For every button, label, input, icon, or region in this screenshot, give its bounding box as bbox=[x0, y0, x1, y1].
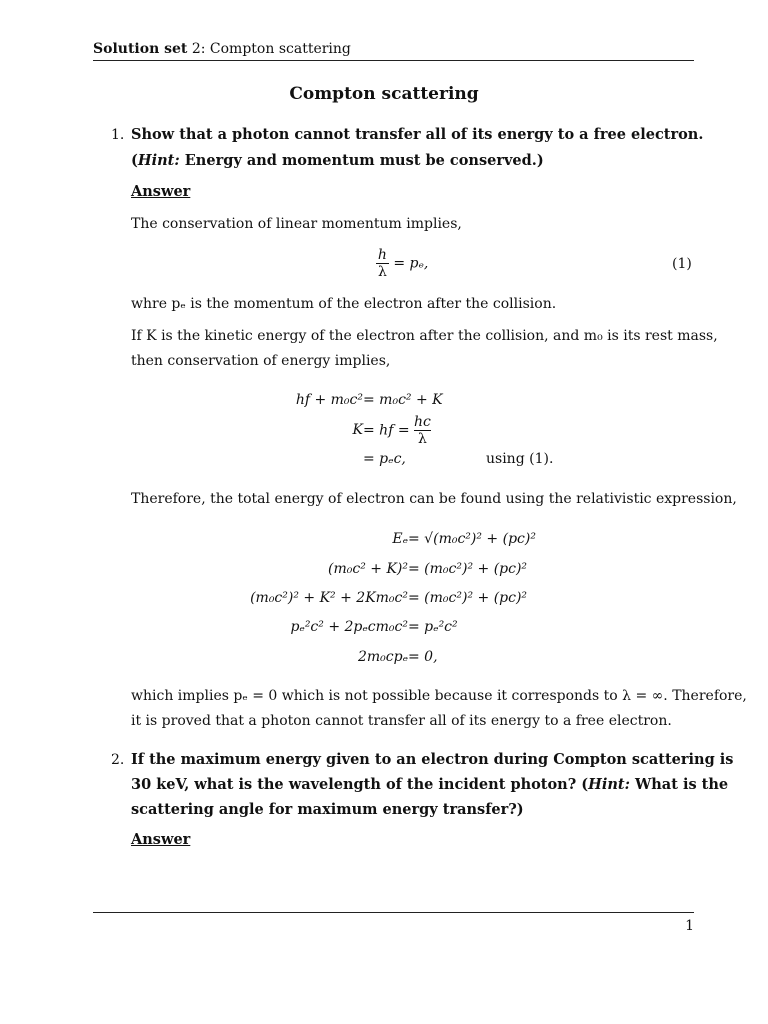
equation-1-rhs: = pₑ, bbox=[393, 255, 429, 272]
eqA-row1-lhs: hf + m₀c² bbox=[295, 392, 363, 408]
header-rule bbox=[93, 60, 694, 61]
eqA-row3-note: using (1). bbox=[486, 451, 554, 467]
eqB-row4-lhs: pₑ²c² + 2pₑcm₀c² bbox=[290, 619, 408, 635]
paragraph-momentum: The conservation of linear momentum implies, bbox=[131, 216, 462, 232]
eqB-row1-lhs: Eₑ bbox=[392, 531, 408, 547]
running-header bbox=[93, 41, 351, 57]
page-number: 1 bbox=[685, 918, 694, 934]
paragraph-kinetic-energy-1: If K is the kinetic energy of the electron after the collision, and m₀ is its rest mass, bbox=[131, 328, 718, 344]
question-2-line3: scattering angle for maximum energy transfer?) bbox=[131, 801, 524, 818]
equation-1-denominator: λ bbox=[378, 264, 387, 280]
eqB-row2-rhs: = (m₀c²)² + (pc)² bbox=[408, 561, 528, 577]
eqA-row2-lhs: K bbox=[352, 422, 363, 438]
paragraph-electron-momentum: whre pₑ is the momentum of the electron after the collision. bbox=[131, 296, 557, 312]
paragraph-relativistic: Therefore, the total energy of electron can be found using the relativistic expression, bbox=[131, 491, 737, 507]
eqA-row1-rhs: = m₀c² + K bbox=[363, 392, 443, 408]
eqA-row2-numerator: hc bbox=[414, 414, 431, 430]
hint-label: Hint: bbox=[137, 152, 180, 169]
question-2-line1: If the maximum energy given to an electron during Compton scattering is bbox=[131, 751, 734, 768]
eqA-row2-denominator: λ bbox=[414, 430, 431, 447]
question-1-line1: Show that a photon cannot transfer all of its energy to a free electron. bbox=[131, 126, 704, 143]
question-1-hint bbox=[131, 148, 544, 173]
footer-rule bbox=[93, 912, 694, 913]
question-2-line2a: 30 keV, what is the wavelength of the incident photon? ( bbox=[131, 776, 589, 793]
eqB-row3-rhs: = (m₀c²)² + (pc)² bbox=[408, 590, 528, 606]
answer-label-1: Answer bbox=[131, 183, 191, 200]
question-2-hint-label: Hint: bbox=[588, 776, 630, 793]
question-2-line2 bbox=[131, 772, 728, 797]
eqB-row1-rhs: = √(m₀c²)² + (pc)² bbox=[408, 531, 536, 547]
eqB-row3-lhs: (m₀c²)² + K² + 2Km₀c² bbox=[250, 590, 408, 606]
equation-1-fraction bbox=[376, 247, 389, 280]
equation-1-numerator: h bbox=[377, 247, 387, 263]
paragraph-conclusion-1: which implies pₑ = 0 which is not possible because it corresponds to λ = ∞. Therefore, bbox=[131, 688, 747, 704]
paragraph-conclusion-2: it is proved that a photon cannot transfer all of its energy to a free electron. bbox=[131, 713, 672, 729]
eqB-row2-lhs: (m₀c² + K)² bbox=[328, 561, 408, 577]
hint-text: Energy and momentum must be conserved.) bbox=[184, 152, 544, 169]
equation-1 bbox=[376, 247, 428, 280]
eqA-row2-rhs-pre: = hf = bbox=[363, 422, 410, 439]
eqB-row4-rhs: = pₑ²c² bbox=[408, 619, 458, 635]
question-2-line2b: What is the bbox=[629, 776, 729, 793]
eqB-row5-lhs: 2m₀cpₑ bbox=[357, 649, 408, 665]
paragraph-kinetic-energy-2: then conservation of energy implies, bbox=[131, 353, 391, 369]
equation-1-number: (1) bbox=[672, 256, 692, 272]
question-2-number: 2. bbox=[111, 752, 125, 768]
answer-label-2: Answer bbox=[131, 831, 191, 848]
eqA-row2-rhs bbox=[363, 414, 431, 447]
hint-open: ( bbox=[131, 152, 138, 169]
eqA-row2-fraction bbox=[414, 414, 431, 447]
eqA-row3-rhs: = pₑc, bbox=[363, 451, 406, 467]
running-header-bold: Solution set bbox=[93, 41, 188, 57]
eqB-row5-rhs: = 0, bbox=[408, 649, 438, 665]
question-1-number: 1. bbox=[111, 127, 125, 143]
page-title: Compton scattering bbox=[289, 84, 479, 104]
running-header-rest: 2: Compton scattering bbox=[191, 41, 351, 57]
